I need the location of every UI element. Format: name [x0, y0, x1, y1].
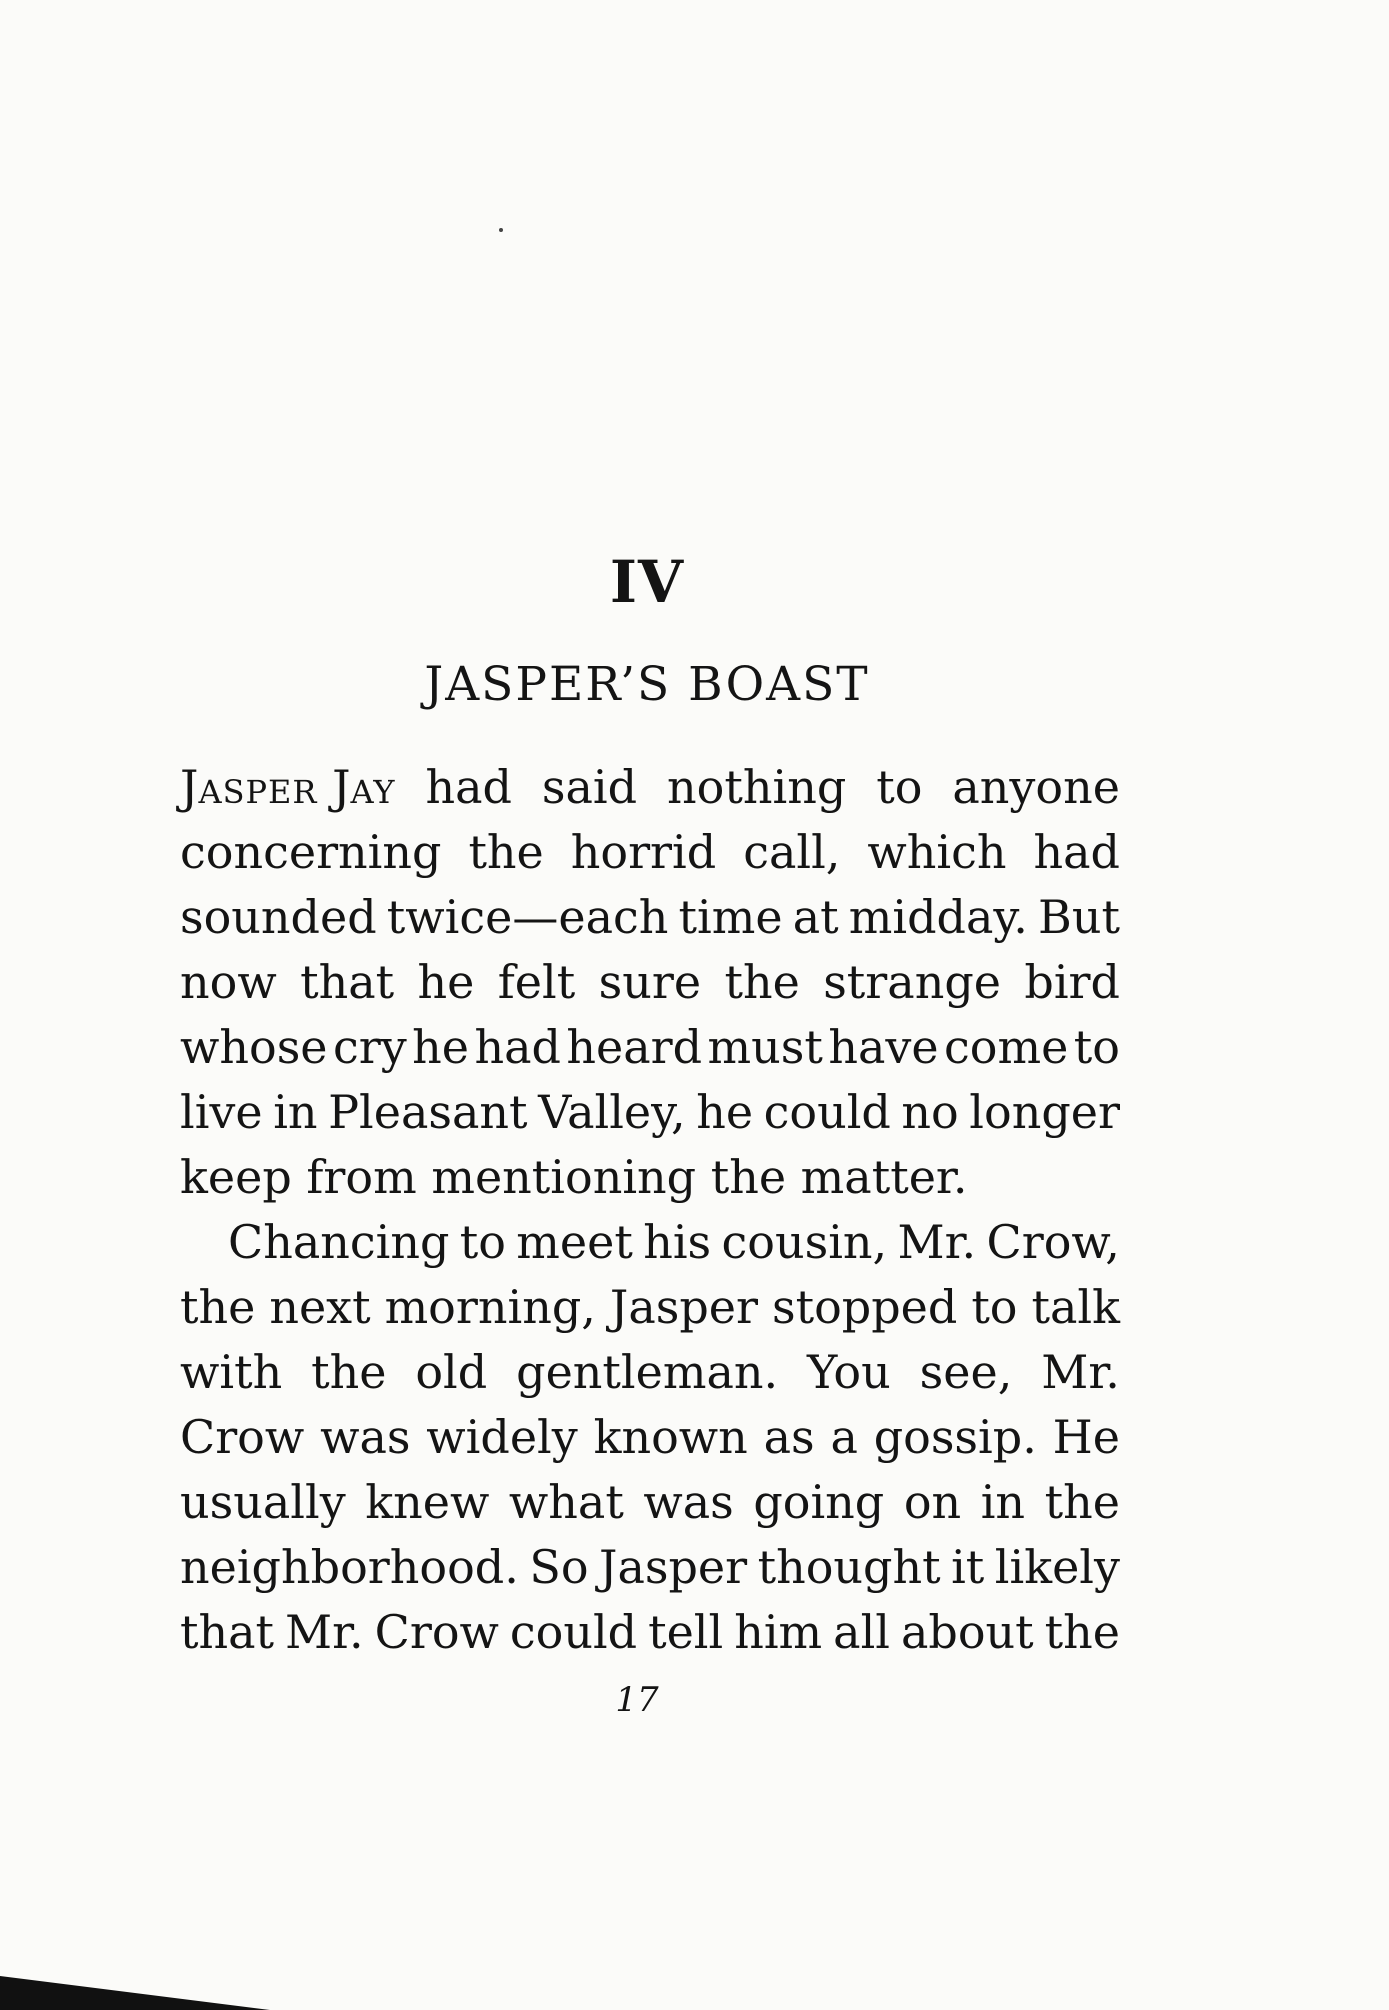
text-line — [180, 1470, 1120, 1535]
word: his — [643, 1215, 712, 1269]
word: the — [468, 825, 544, 879]
word: see, — [919, 1345, 1013, 1399]
text-line — [180, 950, 1120, 1015]
word: heard — [566, 1020, 703, 1074]
word: which — [867, 825, 1007, 879]
paragraph-1-lines — [180, 820, 1120, 1145]
word: at — [792, 890, 839, 944]
word: to — [1073, 1020, 1120, 1074]
word: going — [753, 1475, 885, 1529]
text-line — [180, 1405, 1120, 1470]
text-line — [180, 1210, 1120, 1275]
word: call, — [743, 825, 841, 879]
text-line — [180, 1535, 1120, 1600]
word: Crow — [180, 1410, 305, 1464]
word: must — [707, 1020, 823, 1074]
word: sounded — [180, 890, 377, 944]
word: was — [320, 1410, 411, 1464]
word: in — [980, 1475, 1026, 1529]
word: Chancing — [228, 1215, 450, 1269]
text-line — [180, 1015, 1120, 1080]
word: morning, — [384, 1280, 596, 1334]
ink-speck — [499, 228, 503, 232]
page-number: 17 — [615, 1680, 659, 1720]
body-text — [180, 755, 1120, 1665]
word: longer — [969, 1085, 1120, 1139]
word: with — [180, 1345, 283, 1399]
word: neighborhood. — [180, 1540, 519, 1594]
word: no — [901, 1085, 959, 1139]
text-line — [180, 885, 1120, 950]
word: cousin, — [721, 1215, 888, 1269]
word: cry — [332, 1020, 407, 1074]
word: have — [828, 1020, 939, 1074]
word: the — [1044, 1475, 1120, 1529]
word: on — [903, 1475, 962, 1529]
word: usually — [180, 1475, 346, 1529]
word: gossip. — [873, 1410, 1037, 1464]
word: gentleman. — [516, 1345, 779, 1399]
word: now — [180, 955, 277, 1009]
word: about — [900, 1605, 1034, 1659]
word: him — [734, 1605, 823, 1659]
text-line — [180, 755, 1120, 820]
word: had — [1033, 825, 1120, 879]
word: the — [180, 1280, 256, 1334]
word: Jasper — [609, 1280, 759, 1334]
word: Jasper — [599, 1540, 748, 1594]
word: whose — [180, 1020, 328, 1074]
word: felt — [497, 955, 576, 1009]
word: anyone — [952, 760, 1120, 814]
word: stopped — [771, 1280, 958, 1334]
text-line — [180, 1275, 1120, 1340]
word: to — [459, 1215, 506, 1269]
word: to — [876, 760, 923, 814]
word: live — [180, 1085, 263, 1139]
word: concerning — [180, 825, 442, 879]
word: talk — [1031, 1280, 1120, 1334]
word: he — [412, 1020, 470, 1074]
word: it — [951, 1540, 985, 1594]
word: the — [724, 955, 800, 1009]
word: the — [1044, 1605, 1120, 1659]
word: he — [417, 955, 475, 1009]
word: horrid — [570, 825, 717, 879]
word: widely — [426, 1410, 578, 1464]
word: was — [643, 1475, 734, 1529]
word: all — [833, 1605, 890, 1659]
word: So — [529, 1540, 589, 1594]
word: had — [425, 760, 512, 814]
word: come — [944, 1020, 1069, 1074]
scan-edge-shadow — [0, 1976, 270, 2010]
word: had — [474, 1020, 561, 1074]
word: the — [311, 1345, 387, 1399]
lead-name: JASPER JAY — [180, 760, 396, 814]
word: what — [508, 1475, 624, 1529]
word: Mr. — [897, 1215, 977, 1269]
word: Crow — [374, 1605, 499, 1659]
word: as — [763, 1410, 815, 1464]
word: midday. — [848, 890, 1028, 944]
word: known — [593, 1410, 748, 1464]
word: that — [180, 1605, 275, 1659]
word: said — [541, 760, 638, 814]
word: he — [696, 1085, 754, 1139]
word: next — [269, 1280, 371, 1334]
word: knew — [365, 1475, 490, 1529]
word: likely — [994, 1540, 1120, 1594]
word: Mr. — [1041, 1345, 1120, 1399]
word: could — [763, 1085, 891, 1139]
word: sure — [598, 955, 702, 1009]
word: strange — [823, 955, 1001, 1009]
word: Mr. — [285, 1605, 364, 1659]
word: thought — [757, 1540, 941, 1594]
word: could — [509, 1605, 638, 1659]
text-line — [180, 1080, 1120, 1145]
text-line — [180, 820, 1120, 885]
word: But — [1038, 890, 1120, 944]
paragraph-2-lines — [180, 1210, 1120, 1665]
word: that — [300, 955, 395, 1009]
word: in — [273, 1085, 318, 1139]
text-line — [180, 1600, 1120, 1665]
word: time — [678, 890, 783, 944]
word: He — [1052, 1410, 1120, 1464]
word: twice—each — [386, 890, 669, 944]
chapter-number: IV — [609, 548, 685, 616]
word: You — [807, 1345, 891, 1399]
word: Pleasant — [328, 1085, 528, 1139]
text-line: keep from mentioning the matter. — [180, 1150, 968, 1204]
word: a — [830, 1410, 858, 1464]
word: old — [415, 1345, 488, 1399]
word: Valley, — [538, 1085, 686, 1139]
word: bird — [1024, 955, 1120, 1009]
word: meet — [516, 1215, 633, 1269]
chapter-title: JASPER’S BOAST — [424, 657, 870, 712]
text-line — [180, 1340, 1120, 1405]
word: tell — [648, 1605, 724, 1659]
word: nothing — [667, 760, 847, 814]
word: Crow, — [986, 1215, 1120, 1269]
word: to — [971, 1280, 1018, 1334]
